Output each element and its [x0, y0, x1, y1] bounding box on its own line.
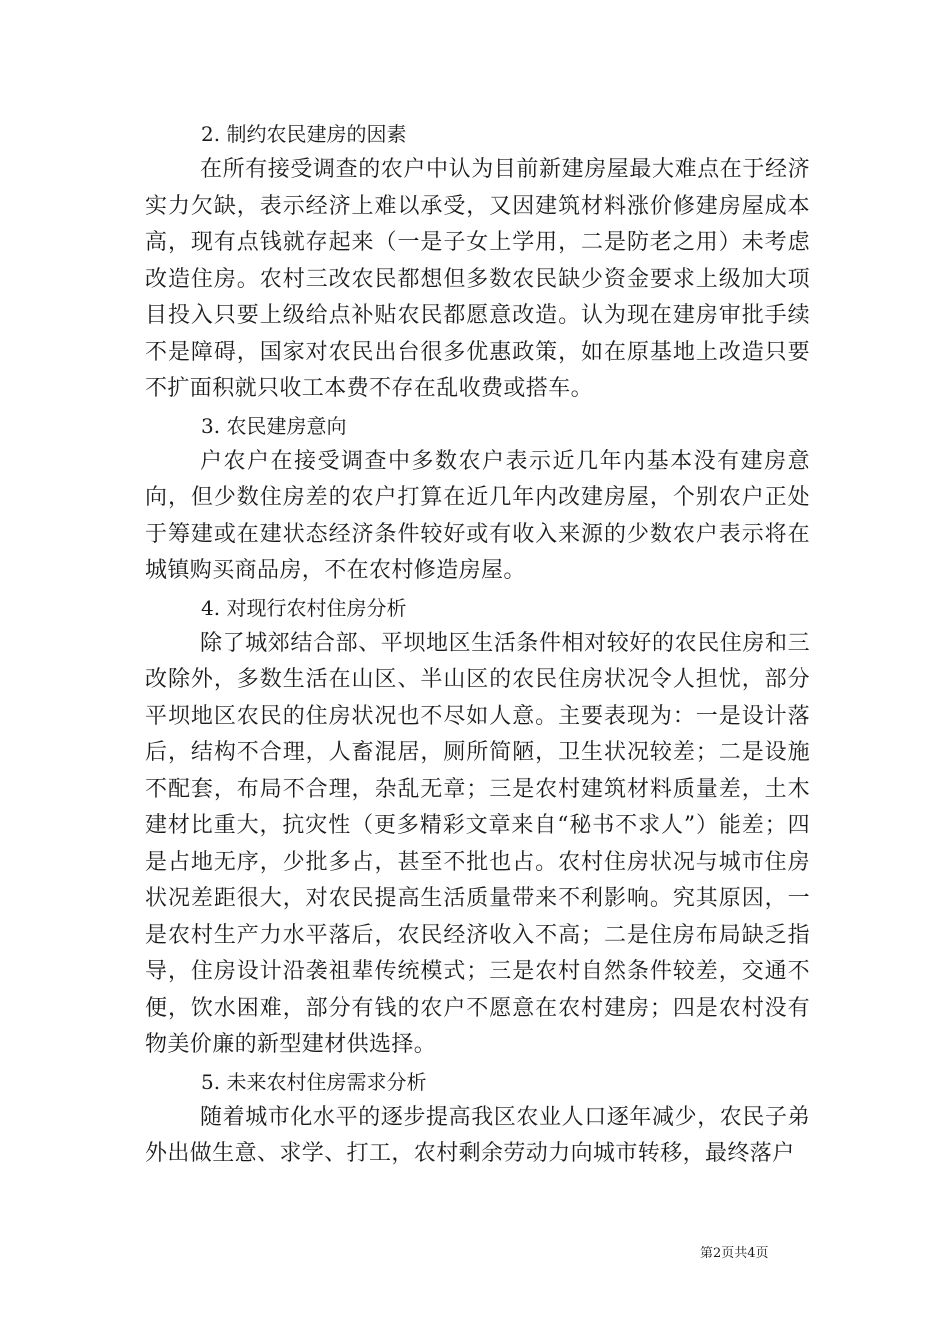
section-paragraph-3: 户农户在接受调查中多数农户表示近几年内基本没有建房意向，但少数住房差的农户打算在近几年内改建房屋，个别农户正处于筹建或在建状态经济条件较好或有收入来源的少数农户表示将在城镇购买商品房，不在农村修造房屋。: [145, 448, 810, 583]
section-heading-2: 2. 制约农民建房的因素: [201, 122, 407, 146]
section-heading-4: 4. 对现行农村住房分析: [201, 595, 407, 620]
section-paragraph-2: 在所有接受调查的农户中认为目前新建房屋最大难点在于经济实力欠缺，表示经济上难以承受，又因建筑材料涨价修建房屋成本高，现有点钱就存起来（一是子女上学用，二是防老之用）未考虑改造住房。农村三改农民都想但多数农民缺少资金要求上级加大项目投入只要上级给点补贴农民都愿意改造。认为现在建房审批手续不是障碍，国家对农民出台很多优惠政策，如在原基地上改造只要不扩面积就只收工本费不存在乱收费或搭车。: [145, 157, 810, 401]
document-body: [145, 116, 810, 1173]
page-number-footer: 第2页共4页: [700, 1246, 769, 1261]
section-heading-3: 3. 农民建房意向: [201, 413, 347, 438]
section-heading-5: 5. 未来农村住房需求分析: [201, 1069, 427, 1094]
section-paragraph-4: 除了城郊结合部、平坝地区生活条件相对较好的农民住房和三改除外，多数生活在山区、半山区的农民住房状况令人担忧，部分平坝地区农民的住房状况也不尽如人意。主要表现为：一是设计落后，结构不合理，人畜混居，厕所简陋，卫生状况较差；二是设施不配套，布局不合理，杂乱无章；三是农村建筑材料质量差，土木建材比重大，抗灾性（更多精彩文章来自“秘书不求人”）能差；四是占地无序，少批多占，甚至不批也占。农村住房状况与城市住房状况差距很大，对农民提高生活质量带来不利影响。究其原因，一是农村生产力水平落后，农民经济收入不高；二是住房布局缺乏指导，住房设计沿袭祖辈传统模式；三是农村自然条件较差，交通不便，饮水困难，部分有钱的农户不愿意在农村建房；四是农村没有物美价廉的新型建材供选择。: [145, 630, 810, 1057]
section-paragraph-5: 随着城市化水平的逐步提高我区农业人口逐年减少，农民子弟外出做生意、求学、打工，农村剩余劳动力向城市转移，最终落户: [145, 1104, 810, 1166]
